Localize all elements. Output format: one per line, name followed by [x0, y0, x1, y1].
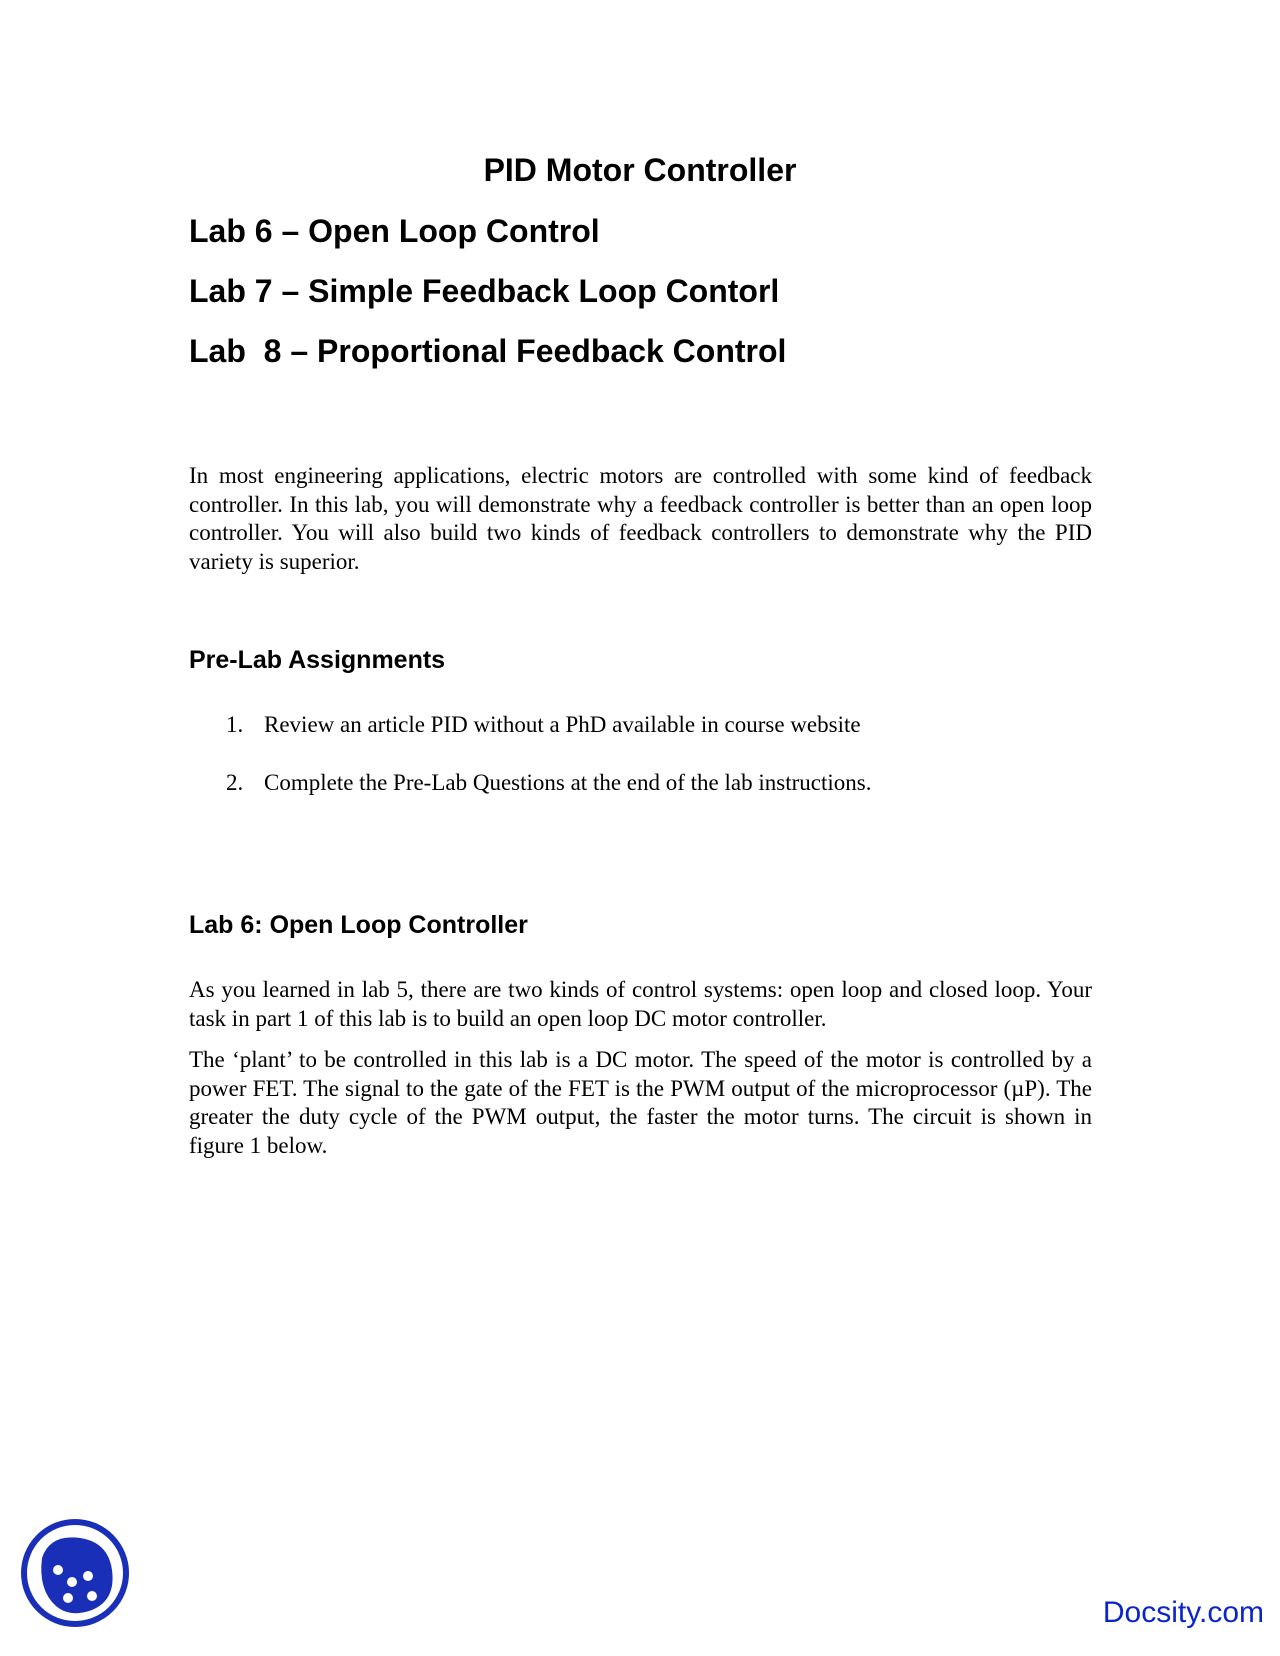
- lab8-heading: Lab 8 – Proportional Feedback Control: [189, 333, 787, 369]
- prelab-item-1: [226, 711, 861, 739]
- document-title: PID Motor Controller: [483, 152, 797, 188]
- lab6-section-heading: Lab 6: Open Loop Controller: [189, 911, 528, 939]
- prelab-item-2-text: Complete the Pre-Lab Questions at the end of the lab instructions.: [264, 770, 872, 795]
- lab6-paragraph-1: As you learned in lab 5, there are two kinds of control systems: open loop and closed loop. Your task in part 1 of this lab is to build an open loop DC motor controller.: [189, 977, 1092, 1031]
- lab6-paragraph-2: The ‘plant’ to be controlled in this lab is a DC motor. The speed of the motor is controlled by a power FET. The signal to the gate of the FET is the PWM output of the microprocessor (µP). The greater the duty cycle of the PWM output, the faster the motor turns. The circuit is shown in figure 1 below.: [189, 1047, 1092, 1158]
- prelab-item-1-text: Review an article PID without a PhD available in course website: [264, 712, 861, 737]
- prelab-heading: Pre-Lab Assignments: [189, 646, 446, 674]
- docsity-brand-text: Docsity.com: [1102, 1596, 1264, 1629]
- intro-paragraph: In most engineering applications, electric motors are controlled with some kind of feedback controller. In this lab, you will demonstrate why a feedback controller is better than an open loop controller. You will also build two kinds of feedback controllers to demonstrate why the PID variety is superior.: [189, 463, 1092, 574]
- prelab-item-2: [226, 769, 871, 797]
- docsity-logo-icon: [20, 1518, 130, 1628]
- prelab-item-2-number: 2.: [226, 770, 244, 795]
- lab7-heading: Lab 7 – Simple Feedback Loop Contorl: [189, 273, 780, 309]
- lab6-heading: Lab 6 – Open Loop Control: [189, 213, 600, 249]
- prelab-item-1-number: 1.: [226, 712, 244, 737]
